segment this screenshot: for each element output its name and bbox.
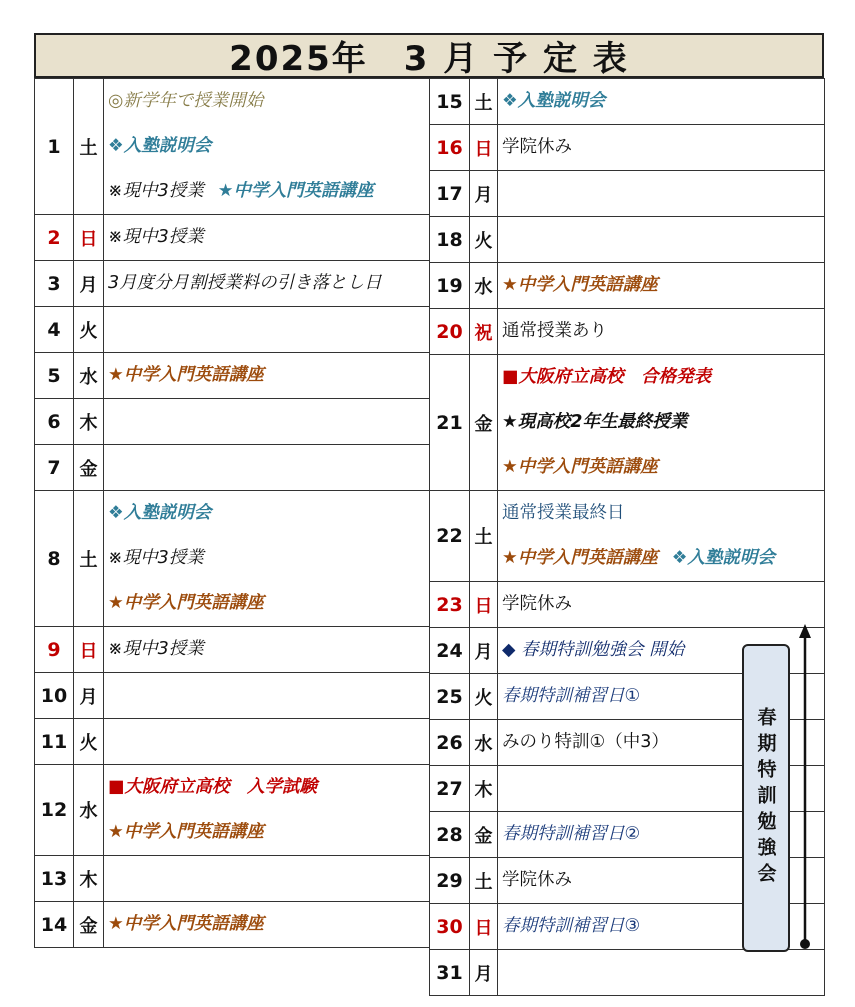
day-number: 14 (35, 902, 74, 948)
weekday: 金 (74, 902, 104, 948)
calendar-row (35, 902, 430, 948)
weekday: 日 (470, 125, 498, 171)
weekday: 日 (74, 215, 104, 261)
event-cell (104, 719, 430, 765)
weekday: 土 (470, 858, 498, 904)
day-number: 28 (430, 812, 470, 858)
arrow-head (799, 624, 811, 638)
event-cell (104, 581, 430, 627)
event-text: ★中学入門英語講座 (108, 822, 264, 842)
weekday: 火 (470, 674, 498, 720)
weekday: 火 (74, 307, 104, 353)
calendar-row (430, 217, 825, 263)
day-number: 16 (430, 125, 470, 171)
day-number: 3 (35, 261, 74, 307)
event-text: ★中学入門英語講座 (108, 593, 264, 613)
event-text: 通常授業最終日 (502, 503, 625, 523)
event-cell (104, 124, 430, 169)
event-text: ★中学入門英語講座 (502, 548, 658, 568)
event-text: ※現中3授業 (108, 548, 204, 568)
day-number: 10 (35, 673, 74, 719)
weekday: 月 (74, 261, 104, 307)
calendar-row (430, 950, 825, 996)
weekday: 水 (470, 720, 498, 766)
calendar-row (35, 719, 430, 765)
event-text: ❖入塾説明会 (502, 91, 606, 111)
event-cell (104, 215, 430, 261)
weekday: 金 (74, 445, 104, 491)
day-number: 26 (430, 720, 470, 766)
event-cell (498, 445, 825, 491)
event-cell (104, 399, 430, 445)
event-cell (104, 902, 430, 948)
event-cell (104, 79, 430, 125)
calendar-row (430, 309, 825, 355)
weekday: 火 (74, 719, 104, 765)
event-cell (498, 491, 825, 537)
calendar-row (35, 491, 430, 537)
day-number: 13 (35, 856, 74, 902)
calendar-row (430, 491, 825, 537)
day-number: 25 (430, 674, 470, 720)
event-text: ❖入塾説明会 (108, 503, 212, 523)
event-cell (498, 263, 825, 309)
event-text: ■大阪府立高校 入学試験 (108, 777, 318, 797)
day-number: 31 (430, 950, 470, 996)
event-cell (498, 355, 825, 401)
event-text: 春期特訓補習日① (502, 686, 641, 706)
event-text: 学院休み (502, 870, 572, 890)
event-cell (104, 536, 430, 581)
event-text: ★中学入門英語講座 (108, 914, 264, 934)
event-text: ※現中3授業 (108, 227, 204, 247)
day-number: 9 (35, 627, 74, 673)
event-cell (498, 309, 825, 355)
event-text: ★中学入門英語講座 (502, 457, 658, 477)
event-text: みのり特訓①（中3） (502, 732, 669, 752)
calendar-left-column (34, 78, 430, 948)
event-cell (104, 491, 430, 537)
weekday: 月 (470, 950, 498, 996)
event-text: 通常授業あり (502, 321, 607, 341)
event-text: ★現高校2年生最終授業 (502, 412, 688, 432)
period-arrow (795, 622, 815, 952)
event-cell (498, 171, 825, 217)
day-number: 30 (430, 904, 470, 950)
calendar-row (35, 353, 430, 399)
calendar-row (430, 355, 825, 401)
calendar-row (35, 856, 430, 902)
event-cell (104, 353, 430, 399)
calendar-title-bar (34, 33, 824, 78)
event-text: ◆ 春期特訓勉強会 開始 (502, 640, 685, 660)
day-number: 24 (430, 628, 470, 674)
event-text: 学院休み (502, 137, 572, 157)
event-cell (104, 169, 430, 215)
weekday: 木 (74, 856, 104, 902)
event-text: ※現中3授業 (108, 181, 204, 201)
calendar-row (35, 445, 430, 491)
weekday: 水 (470, 263, 498, 309)
day-number: 18 (430, 217, 470, 263)
event-cell (498, 79, 825, 125)
day-number: 1 (35, 79, 74, 215)
event-text: 3月度分月割授業料の引き落とし日 (108, 273, 382, 293)
calendar-row (430, 263, 825, 309)
weekday: 日 (74, 627, 104, 673)
calendar-row (35, 673, 430, 719)
day-number: 20 (430, 309, 470, 355)
weekday: 火 (470, 217, 498, 263)
weekday: 祝 (470, 309, 498, 355)
event-cell (498, 125, 825, 171)
weekday: 土 (74, 79, 104, 215)
event-text: 春期特訓補習日③ (502, 916, 641, 936)
day-number: 19 (430, 263, 470, 309)
day-number: 7 (35, 445, 74, 491)
weekday: 月 (470, 628, 498, 674)
calendar-row (430, 125, 825, 171)
event-cell (104, 673, 430, 719)
event-text: ❖入塾説明会 (108, 136, 212, 156)
event-cell (104, 627, 430, 673)
weekday: 日 (470, 904, 498, 950)
day-number: 17 (430, 171, 470, 217)
spring-course-label: 春期特訓勉強会 (754, 707, 777, 889)
event-text: ※現中3授業 (108, 639, 204, 659)
event-text: 学院休み (502, 594, 572, 614)
event-text: ■大阪府立高校 合格発表 (502, 367, 712, 387)
event-cell (104, 810, 430, 856)
day-number: 27 (430, 766, 470, 812)
event-cell (498, 582, 825, 628)
event-text: 春期特訓補習日② (502, 824, 641, 844)
calendar-row (35, 399, 430, 445)
weekday: 土 (74, 491, 104, 627)
event-cell (104, 307, 430, 353)
weekday: 日 (470, 582, 498, 628)
calendar-row (35, 261, 430, 307)
event-cell (498, 400, 825, 445)
calendar-row (35, 79, 430, 125)
day-number: 2 (35, 215, 74, 261)
spring-course-label-box (742, 644, 790, 952)
calendar-row (430, 171, 825, 217)
event-text: ◎新学年で授業開始 (108, 91, 264, 111)
weekday: 月 (74, 673, 104, 719)
arrow-end-dot (800, 939, 810, 949)
calendar-row (35, 765, 430, 811)
calendar-row (430, 79, 825, 125)
calendar-row (35, 215, 430, 261)
day-number: 4 (35, 307, 74, 353)
day-number: 5 (35, 353, 74, 399)
event-text: ★中学入門英語講座 (502, 275, 658, 295)
event-text: ★中学入門英語講座 (217, 181, 374, 201)
weekday: 金 (470, 355, 498, 491)
weekday: 金 (470, 812, 498, 858)
day-number: 23 (430, 582, 470, 628)
day-number: 21 (430, 355, 470, 491)
event-cell (104, 445, 430, 491)
calendar-row (430, 582, 825, 628)
weekday: 土 (470, 79, 498, 125)
weekday: 水 (74, 765, 104, 856)
event-cell (104, 765, 430, 811)
day-number: 8 (35, 491, 74, 627)
day-number: 12 (35, 765, 74, 856)
event-cell (104, 856, 430, 902)
weekday: 水 (74, 353, 104, 399)
weekday: 土 (470, 491, 498, 582)
weekday: 木 (74, 399, 104, 445)
calendar-title: 2025年 3 月 予 定 表 (229, 39, 629, 79)
event-cell (498, 536, 825, 582)
weekday: 月 (470, 171, 498, 217)
event-text: ★中学入門英語講座 (108, 365, 264, 385)
event-text: ❖入塾説明会 (671, 548, 775, 568)
day-number: 11 (35, 719, 74, 765)
event-cell (498, 217, 825, 263)
day-number: 15 (430, 79, 470, 125)
weekday: 木 (470, 766, 498, 812)
day-number: 6 (35, 399, 74, 445)
calendar-row (35, 307, 430, 353)
calendar-row (35, 627, 430, 673)
day-number: 29 (430, 858, 470, 904)
day-number: 22 (430, 491, 470, 582)
event-cell (498, 950, 825, 996)
event-cell (104, 261, 430, 307)
